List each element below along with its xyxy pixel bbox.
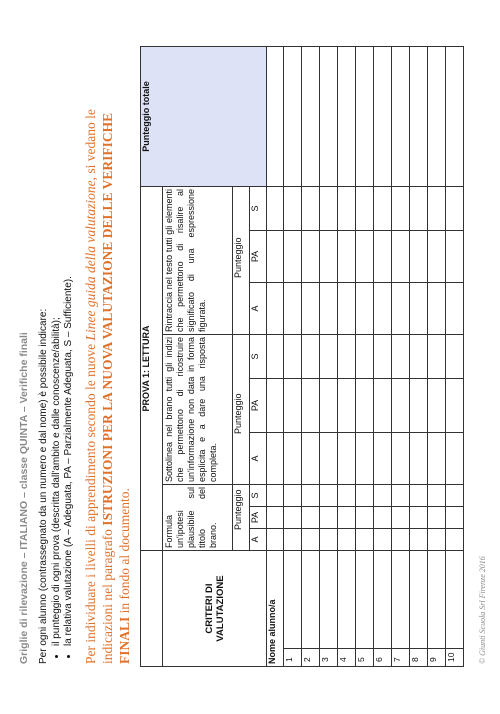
score-cell[interactable] bbox=[284, 379, 302, 433]
score-cell[interactable] bbox=[356, 433, 374, 485]
instruction-italic: Linee guida della valutazione bbox=[83, 180, 98, 341]
score-cell[interactable] bbox=[428, 186, 446, 230]
aspect-s: S bbox=[250, 186, 267, 230]
empty-cell bbox=[267, 186, 284, 230]
score-cell[interactable] bbox=[428, 529, 446, 551]
score-cell[interactable] bbox=[356, 529, 374, 551]
score-cell[interactable] bbox=[410, 379, 428, 433]
score-cell[interactable] bbox=[356, 186, 374, 230]
student-name-cell[interactable] bbox=[356, 551, 374, 649]
student-row bbox=[410, 46, 428, 666]
score-cell[interactable] bbox=[428, 231, 446, 283]
score-cell[interactable] bbox=[446, 335, 464, 379]
score-cell[interactable] bbox=[302, 379, 320, 433]
score-cell[interactable] bbox=[374, 231, 392, 283]
intro-text bbox=[38, 104, 76, 664]
empty-corner bbox=[141, 551, 163, 667]
row-number: 6 bbox=[374, 649, 392, 667]
instruction-part: , si vedano le indicazioni nel paragrafo bbox=[83, 109, 115, 664]
score-cell[interactable] bbox=[410, 283, 428, 335]
student-row bbox=[446, 46, 464, 666]
row-number: 4 bbox=[338, 649, 356, 667]
score-cell[interactable] bbox=[338, 485, 356, 507]
empty-cell bbox=[267, 46, 284, 186]
student-row bbox=[374, 46, 392, 666]
score-cell[interactable] bbox=[284, 507, 302, 529]
empty-cell bbox=[267, 283, 284, 335]
score-cell[interactable] bbox=[284, 231, 302, 283]
total-score-cell[interactable] bbox=[338, 46, 356, 186]
score-cell[interactable] bbox=[446, 529, 464, 551]
total-score-cell[interactable] bbox=[302, 46, 320, 186]
score-cell[interactable] bbox=[410, 335, 428, 379]
row-number: 9 bbox=[428, 649, 446, 667]
score-cell[interactable] bbox=[428, 335, 446, 379]
score-cell[interactable] bbox=[392, 283, 410, 335]
score-cell[interactable] bbox=[410, 231, 428, 283]
score-cell[interactable] bbox=[302, 507, 320, 529]
empty-cell bbox=[267, 485, 284, 507]
page-title: Griglie di rilevazione – ITALIANO – classe QUINTA – Verifiche finali bbox=[18, 332, 30, 664]
score-cell[interactable] bbox=[284, 335, 302, 379]
punteggio-label-1: Punteggio bbox=[233, 485, 250, 551]
student-rows bbox=[284, 46, 464, 666]
score-cell[interactable] bbox=[320, 186, 338, 230]
score-cell[interactable] bbox=[338, 186, 356, 230]
score-cell[interactable] bbox=[302, 335, 320, 379]
score-cell[interactable] bbox=[338, 507, 356, 529]
student-name-cell[interactable] bbox=[284, 551, 302, 649]
student-row bbox=[428, 46, 446, 666]
student-name-cell[interactable] bbox=[410, 551, 428, 649]
score-cell[interactable] bbox=[356, 485, 374, 507]
score-cell[interactable] bbox=[320, 283, 338, 335]
score-cell[interactable] bbox=[302, 485, 320, 507]
student-name-cell[interactable] bbox=[392, 551, 410, 649]
total-score-cell[interactable] bbox=[392, 46, 410, 186]
score-cell[interactable] bbox=[374, 433, 392, 485]
aspect-pa: PA bbox=[250, 379, 267, 433]
score-cell[interactable] bbox=[446, 283, 464, 335]
score-cell[interactable] bbox=[428, 485, 446, 507]
instruction-bold: ISTRUZIONI PER LA NUOVA VALUTAZIONE DELLE VERIFICHE FINALI bbox=[100, 112, 132, 664]
criterion-1: Formula un'ipotesi plausibile sul titolo del brano. bbox=[163, 485, 233, 551]
punteggio-label-2: Punteggio bbox=[233, 335, 250, 485]
score-cell[interactable] bbox=[392, 433, 410, 485]
aspect-pa: PA bbox=[250, 507, 267, 529]
copyright: © Giunti Scuola Srl Firenze 2016 bbox=[478, 556, 487, 664]
evaluation-grid bbox=[140, 46, 464, 667]
total-score-header: Punteggio totale bbox=[141, 46, 267, 186]
score-cell[interactable] bbox=[410, 485, 428, 507]
score-cell[interactable] bbox=[428, 379, 446, 433]
score-cell[interactable] bbox=[392, 379, 410, 433]
student-name-cell[interactable] bbox=[446, 551, 464, 649]
criterion-2: Sottolinea nel brano tutti gli indizi che permettono di ricostruire un'informazione non data in forma esplicita e a dare una risposta completa. bbox=[163, 335, 233, 485]
score-cell[interactable] bbox=[338, 433, 356, 485]
intro-bullet: • il punteggio di ogni prova (descritta dall'ambito e dalle conoscenze/abilità); bbox=[51, 104, 64, 646]
score-cell[interactable] bbox=[320, 379, 338, 433]
score-cell[interactable] bbox=[356, 283, 374, 335]
score-cell[interactable] bbox=[320, 507, 338, 529]
score-cell[interactable] bbox=[374, 529, 392, 551]
total-score-cell[interactable] bbox=[410, 46, 428, 186]
intro-bullets bbox=[51, 104, 76, 664]
total-score-cell[interactable] bbox=[320, 46, 338, 186]
total-score-cell[interactable] bbox=[356, 46, 374, 186]
empty-cell bbox=[267, 231, 284, 283]
row-number: 7 bbox=[392, 649, 410, 667]
aspect-s: S bbox=[250, 335, 267, 379]
student-row bbox=[338, 46, 356, 666]
score-cell[interactable] bbox=[320, 335, 338, 379]
student-name-cell[interactable] bbox=[428, 551, 446, 649]
score-cell[interactable] bbox=[446, 379, 464, 433]
score-cell[interactable] bbox=[356, 379, 374, 433]
score-cell[interactable] bbox=[284, 433, 302, 485]
score-cell[interactable] bbox=[284, 529, 302, 551]
score-cell[interactable] bbox=[338, 335, 356, 379]
score-cell[interactable] bbox=[302, 231, 320, 283]
student-name-cell[interactable] bbox=[338, 551, 356, 649]
score-cell[interactable] bbox=[392, 186, 410, 230]
score-cell[interactable] bbox=[320, 433, 338, 485]
total-score-cell[interactable] bbox=[428, 46, 446, 186]
score-cell[interactable] bbox=[320, 529, 338, 551]
row-number: 10 bbox=[446, 649, 464, 667]
score-cell[interactable] bbox=[392, 507, 410, 529]
prova-title: PROVA 1: LETTURA bbox=[141, 186, 163, 550]
score-cell[interactable] bbox=[302, 283, 320, 335]
score-cell[interactable] bbox=[338, 379, 356, 433]
student-name-cell[interactable] bbox=[374, 551, 392, 649]
score-cell[interactable] bbox=[374, 283, 392, 335]
total-score-cell[interactable] bbox=[374, 46, 392, 186]
score-cell[interactable] bbox=[320, 485, 338, 507]
score-cell[interactable] bbox=[392, 231, 410, 283]
score-cell[interactable] bbox=[428, 283, 446, 335]
total-score-cell[interactable] bbox=[446, 46, 464, 186]
empty-cell bbox=[267, 335, 284, 379]
student-row bbox=[302, 46, 320, 666]
student-row bbox=[392, 46, 410, 666]
score-cell[interactable] bbox=[302, 186, 320, 230]
score-cell[interactable] bbox=[284, 283, 302, 335]
criterion-3: Rintraccia nel testo tutti gli elementi che permettono di risalire al significato di una espressione figurata. bbox=[163, 186, 233, 334]
score-cell[interactable] bbox=[446, 485, 464, 507]
row-number: 5 bbox=[356, 649, 374, 667]
intro-bullet: • la relativa valutazione (A – Adeguata, PA – Parzialmente Adeguata, S – Sufficiente). bbox=[63, 104, 76, 646]
score-cell[interactable] bbox=[410, 433, 428, 485]
score-cell[interactable] bbox=[320, 231, 338, 283]
empty-cell bbox=[267, 379, 284, 433]
score-cell[interactable] bbox=[392, 529, 410, 551]
score-cell[interactable] bbox=[284, 186, 302, 230]
score-cell[interactable] bbox=[446, 231, 464, 283]
score-cell[interactable] bbox=[410, 529, 428, 551]
score-cell[interactable] bbox=[410, 186, 428, 230]
student-name-cell[interactable] bbox=[302, 551, 320, 649]
score-cell[interactable] bbox=[374, 379, 392, 433]
score-cell[interactable] bbox=[374, 507, 392, 529]
score-cell[interactable] bbox=[356, 507, 374, 529]
punteggio-label-3: Punteggio bbox=[233, 186, 250, 334]
score-cell[interactable] bbox=[338, 283, 356, 335]
empty-cell bbox=[267, 433, 284, 485]
empty-cell bbox=[267, 507, 284, 529]
score-cell[interactable] bbox=[374, 335, 392, 379]
criteria-label: CRITERI DI VALUTAZIONE bbox=[163, 551, 267, 667]
student-name-cell[interactable] bbox=[320, 551, 338, 649]
score-cell[interactable] bbox=[428, 507, 446, 529]
student-row bbox=[284, 46, 302, 666]
aspect-a: A bbox=[250, 529, 267, 551]
score-cell[interactable] bbox=[410, 507, 428, 529]
empty-cell bbox=[267, 529, 284, 551]
score-cell[interactable] bbox=[446, 507, 464, 529]
student-row bbox=[356, 46, 374, 666]
score-cell[interactable] bbox=[392, 335, 410, 379]
score-cell[interactable] bbox=[302, 433, 320, 485]
instruction-part: in fondo al documento. bbox=[117, 488, 132, 617]
score-cell[interactable] bbox=[284, 485, 302, 507]
instruction-part: Per individuare i livelli di apprendimento secondo le nuove bbox=[83, 340, 98, 664]
aspect-a: A bbox=[250, 283, 267, 335]
student-row bbox=[320, 46, 338, 666]
row-number: 3 bbox=[320, 649, 338, 667]
row-number: 2 bbox=[302, 649, 320, 667]
aspect-pa: PA bbox=[250, 231, 267, 283]
instruction-note bbox=[82, 74, 133, 664]
score-cell[interactable] bbox=[374, 186, 392, 230]
score-cell[interactable] bbox=[392, 485, 410, 507]
score-cell[interactable] bbox=[338, 231, 356, 283]
score-cell[interactable] bbox=[302, 529, 320, 551]
aspect-a: A bbox=[250, 433, 267, 485]
row-number: 8 bbox=[410, 649, 428, 667]
total-score-cell[interactable] bbox=[284, 46, 302, 186]
name-column-header: Nome alunno/a bbox=[267, 551, 284, 667]
score-cell[interactable] bbox=[356, 335, 374, 379]
score-cell[interactable] bbox=[356, 231, 374, 283]
score-cell[interactable] bbox=[338, 529, 356, 551]
score-cell[interactable] bbox=[446, 186, 464, 230]
intro-line: Per ogni alunno (contrassegnato da un numero e dal nome) è possibile indicare: bbox=[38, 308, 49, 664]
score-cell[interactable] bbox=[428, 433, 446, 485]
score-cell[interactable] bbox=[446, 433, 464, 485]
aspect-s: S bbox=[250, 485, 267, 507]
score-cell[interactable] bbox=[374, 485, 392, 507]
row-number: 1 bbox=[284, 649, 302, 667]
